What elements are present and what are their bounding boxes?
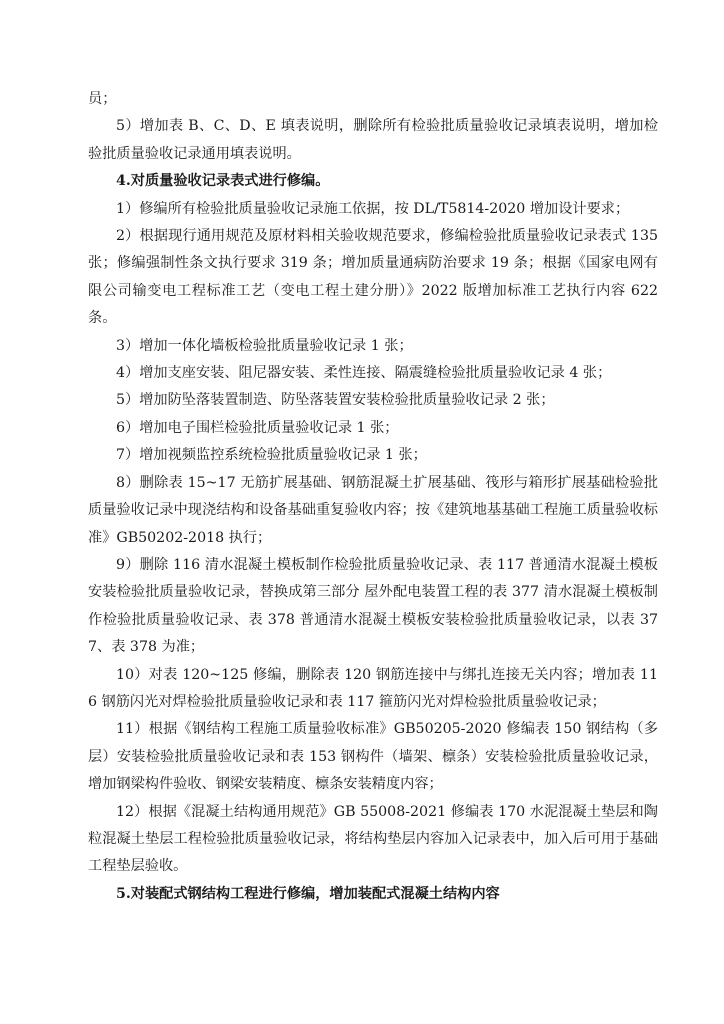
- paragraph-10: 8）删除表 15~17 无筋扩展基础、钢筋混凝土扩展基础、筏形与箱形扩展基础检验批质量验收记录中现浇结构和设备基础重复验收内容；按《建筑地基基础工程施工质量验收标准》GB50202-2018 执行；: [88, 474, 658, 546]
- section-heading-4: 4.对质量验收记录表式进行修编。: [116, 173, 330, 190]
- paragraph-8: 6）增加电子围栏检验批质量验收记录 1 张；: [116, 419, 399, 436]
- paragraph-12: 10）对表 120~125 修编，删除表 120 钢筋连接中与绑扎连接无关内容；增加表 116 钢筋闪光对焊检验批质量验收记录和表 117 箍筋闪光对焊检验批质量验收记录；: [88, 666, 658, 710]
- paragraph-13: 11）根据《钢结构工程施工质量验收标准》GB50205-2020 修编表 150 钢结构（多层）安装检验批质量验收记录和表 153 钢构件（墙架、檩条）安装检验批质量验收记录，增加钢梁构件验收、钢梁安装精度、檩条安装精度内容；: [88, 721, 658, 793]
- paragraph-7: 5）增加防坠落装置制造、防坠落装置安装检验批质量验收记录 2 张；: [116, 392, 555, 409]
- section-heading-5: 5.对装配式钢结构工程进行修编，增加装配式混凝土结构内容: [116, 885, 500, 902]
- paragraph-5: 3）增加一体化墙板检验批质量验收记录 1 张；: [116, 337, 413, 354]
- paragraph-4: 2）根据现行通用规范及原材料相关验收规范要求，修编检验批质量验收记录表式 135 张；修编强制性条文执行要求 319 条；增加质量通病防治要求 19 条；根据《国家电网有限公司输变电工程标准工艺（变电工程土建分册）》2022 版增加标准工艺执行内容 622 条。: [88, 228, 658, 327]
- paragraph-11: 9）删除 116 清水混凝土模板制作检验批质量验收记录、表 117 普通清水混凝土模板安装检验批质量验收记录，替换成第三部分 屋外配电装置工程的表 377 清水混凝土模板制作检验批质量验收记录、表 378 普通清水混凝土模板安装检验批质量验收记录，以表 377、表 378 为准；: [88, 556, 658, 656]
- paragraph-1: 5）增加表 B、C、D、E 填表说明，删除所有检验批质量验收记录填表说明，增加检验批质量验收记录通用填表说明。: [88, 118, 658, 162]
- paragraph-6: 4）增加支座安装、阻尼器安装、柔性连接、隔震缝检验批质量验收记录 4 张；: [116, 365, 612, 382]
- paragraph-0: 员；: [88, 91, 117, 107]
- paragraph-14: 12）根据《混凝土结构通用规范》GB 55008-2021 修编表 170 水泥混凝土垫层和陶粒混凝土垫层工程检验批质量验收记录，将结构垫层内容加入记录表中，加入后可用于基础工程垫层验收。: [88, 803, 658, 875]
- paragraph-9: 7）增加视频监控系统检验批质量验收记录 1 张；: [116, 447, 427, 464]
- paragraph-3: 1）修编所有检验批质量验收记录施工依据，按 DL/T5814-2020 增加设计要求；: [116, 200, 630, 217]
